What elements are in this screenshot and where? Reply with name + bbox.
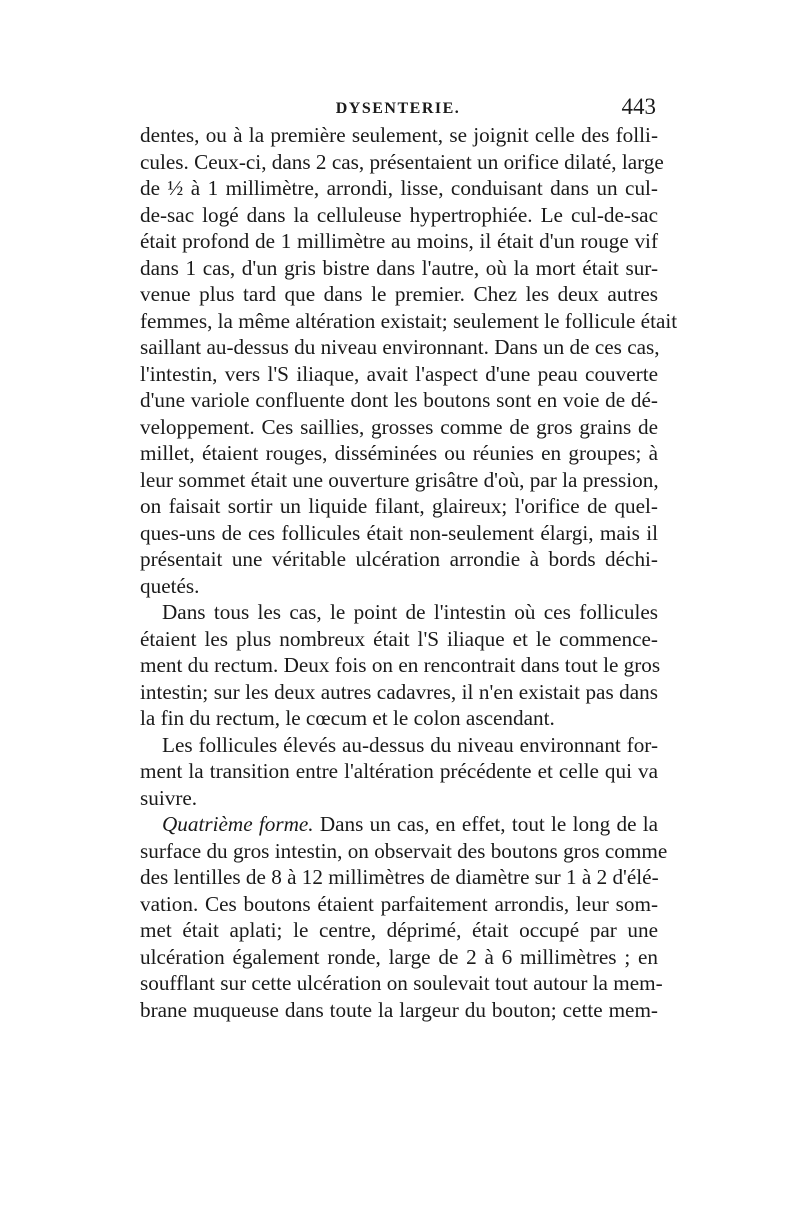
text-line: millet, étaient rouges, disséminées ou réunies en groupes; à [140, 441, 658, 465]
text-line: intestin; sur les deux autres cadavres, il n'en existait pas dans [140, 679, 658, 704]
paragraph-start-line: Les follicules élevés au-dessus du niveau environnant for- [162, 732, 658, 757]
text-line: de ½ à 1 millimètre, arrondi, lisse, conduisant dans un cul- [140, 176, 658, 200]
paragraph-start-line: Dans tous les cas, le point de l'intestin où ces follicules [162, 600, 658, 624]
text-line: quetés. [140, 573, 200, 598]
text-line: femmes, la même altération existait; seulement le follicule était [140, 308, 678, 333]
page-number: 443 [621, 94, 656, 119]
text-line: la fin du rectum, le cœcum et le colon ascendant. [140, 706, 555, 730]
text-line: dentes, ou à la première seulement, se joignit celle des folli- [140, 123, 658, 147]
text-line: dans 1 cas, d'un gris bistre dans l'autre, où la mort était sur- [140, 255, 658, 280]
text-line: suivre. [140, 785, 198, 810]
text-line: vation. Ces boutons étaient parfaitement arrondis, leur som- [140, 891, 658, 916]
text-line: était profond de 1 millimètre au moins, il était d'un rouge vif [140, 229, 658, 253]
text-line: surface du gros intestin, on observait des boutons gros comme [140, 838, 668, 863]
text-line: soufflant sur cette ulcération on soulevait tout autour la mem- [140, 971, 663, 995]
text-line: étaient les plus nombreux était l'S iliaque et le commence- [140, 626, 658, 651]
text-line: Dans un cas, en effet, tout le long de la [319, 812, 659, 836]
text-line: ulcération également ronde, large de 2 à 6 millimètres ; en [140, 944, 658, 969]
text-line: venue plus tard que dans le premier. Chez les deux autres [140, 282, 658, 306]
section-heading: Quatrième forme. [162, 812, 314, 836]
text-line: présentait une véritable ulcération arrondie à bords déchi- [140, 547, 658, 571]
text-line: l'intestin, vers l'S iliaque, avait l'aspect d'une peau couverte [140, 361, 658, 386]
text-line: de-sac logé dans la celluleuse hypertrophiée. Le cul-de-sac [140, 202, 658, 227]
paragraph-start-line [140, 811, 658, 838]
text-line: on faisait sortir un liquide filant, glaireux; l'orifice de quel- [140, 494, 658, 518]
text-line: ques-uns de ces follicules était non-seulement élargi, mais il [140, 520, 658, 545]
text-line: veloppement. Ces saillies, grosses comme de gros grains de [140, 414, 658, 439]
text-line: cules. Ceux-ci, dans 2 cas, présentaient un orifice dilaté, large [140, 149, 664, 174]
text-line: des lentilles de 8 à 12 millimètres de diamètre sur 1 à 2 d'élé- [140, 865, 659, 889]
page-body [140, 122, 678, 1023]
text-line: leur sommet était une ouverture grisâtre d'où, par la pression, [140, 467, 659, 492]
text-line: d'une variole confluente dont les boutons sont en voie de dé- [140, 388, 658, 412]
running-title: DYSENTERIE. [335, 100, 461, 117]
text-line: saillant au-dessus du niveau environnant. Dans un de ces cas, [140, 335, 660, 359]
text-line: ment du rectum. Deux fois on en rencontrait dans tout le gros [140, 653, 661, 677]
text-line: brane muqueuse dans toute la largeur du bouton; cette mem- [140, 997, 658, 1022]
text-line: ment la transition entre l'altération précédente et celle qui va [140, 759, 658, 783]
text-line: met était aplati; le centre, déprimé, était occupé par une [140, 918, 658, 942]
